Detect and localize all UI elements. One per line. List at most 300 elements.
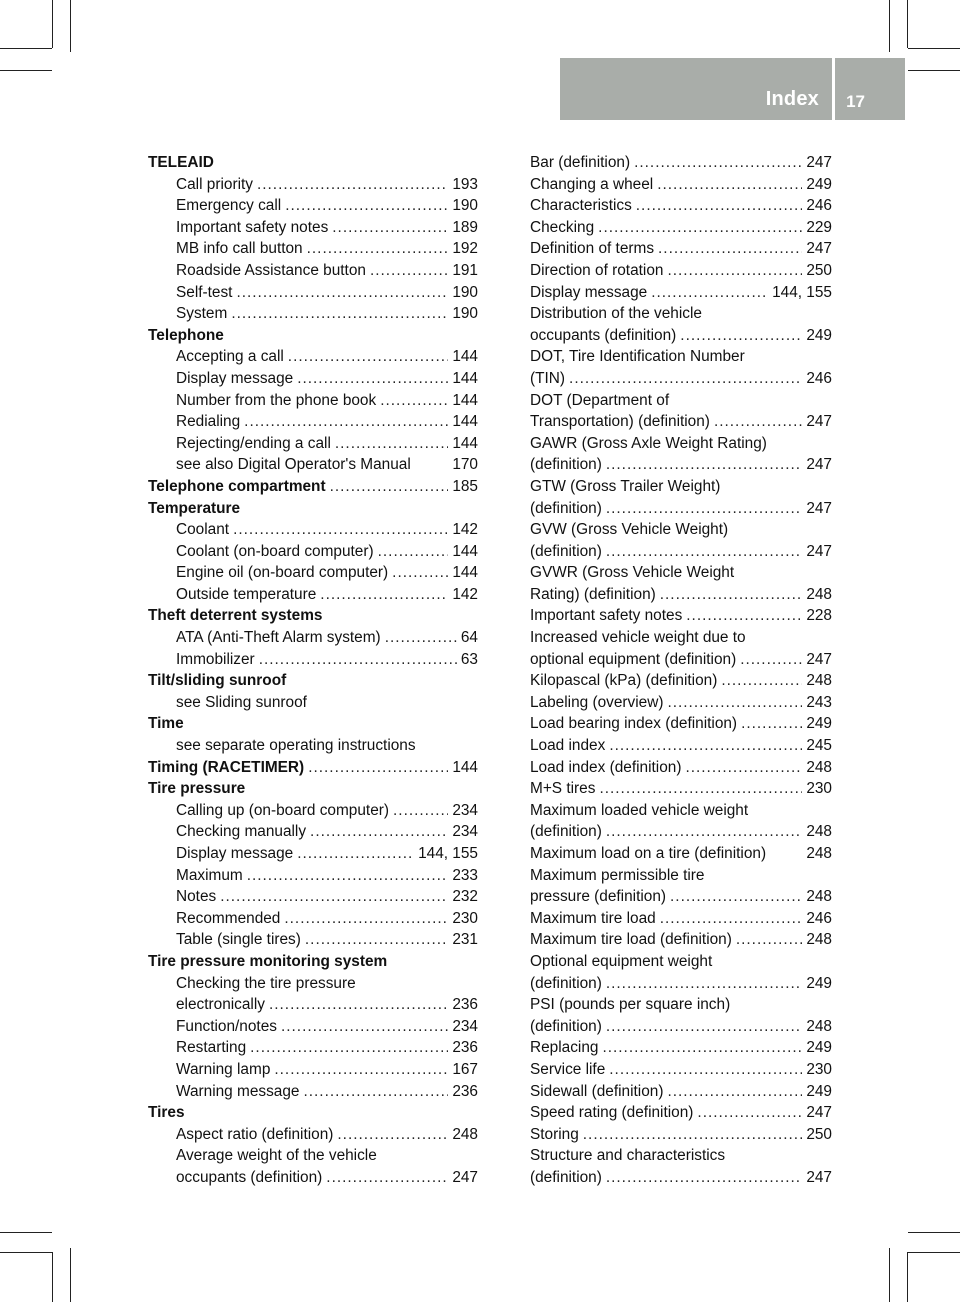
dot-leader	[285, 195, 448, 217]
entry-page: 185	[452, 477, 478, 495]
entry-page: 190	[452, 283, 478, 301]
crop-mark	[907, 0, 908, 48]
index-entry	[530, 498, 832, 520]
entry-label: occupants (definition)	[530, 326, 677, 344]
dot-leader	[326, 1167, 448, 1189]
dot-leader	[651, 282, 768, 304]
entry-page: 248	[806, 1017, 832, 1035]
index-entry	[530, 1081, 832, 1103]
crop-mark	[0, 1232, 52, 1233]
dot-leader	[337, 1124, 448, 1146]
index-entry	[530, 757, 832, 779]
entry-page: 248	[452, 1125, 478, 1143]
dot-leader	[274, 1059, 448, 1081]
entry-label: occupants (definition)	[176, 1168, 323, 1186]
index-entry	[148, 843, 478, 865]
entry-label: optional equipment (definition)	[530, 650, 737, 668]
entry-label: (TIN)	[530, 369, 566, 387]
entry-page: 249	[806, 974, 832, 992]
index-entry	[148, 821, 478, 843]
index-entry	[530, 282, 832, 304]
entry-label: Restarting	[176, 1039, 247, 1057]
index-entry	[530, 174, 832, 196]
dot-leader	[385, 627, 457, 649]
crop-mark	[70, 0, 71, 52]
index-continuation: see separate operating instructions	[176, 737, 416, 755]
entry-label: Accepting a call	[176, 348, 284, 366]
crop-mark	[908, 1252, 960, 1253]
index-entry	[530, 886, 832, 908]
index-entry	[530, 929, 832, 951]
entry-label: (definition)	[530, 499, 602, 517]
dot-leader	[244, 411, 448, 433]
dot-leader	[609, 735, 802, 757]
dot-leader	[393, 800, 448, 822]
index-continuation: Maximum permissible tire	[530, 866, 705, 884]
crop-mark	[908, 1232, 960, 1233]
dot-leader	[281, 1016, 448, 1038]
dot-leader	[257, 174, 448, 196]
entry-label: Transportation) (definition)	[530, 413, 710, 431]
index-continuation: GVW (Gross Vehicle Weight)	[530, 521, 729, 539]
entry-page: 189	[452, 218, 478, 236]
entry-page: 193	[452, 175, 478, 193]
dot-leader	[606, 541, 802, 563]
entry-page: 191	[452, 261, 478, 279]
index-entry	[148, 217, 478, 239]
entry-page: 247	[806, 154, 832, 171]
entry-page: 144, 155	[772, 283, 832, 301]
dot-leader	[606, 973, 802, 995]
dot-leader	[686, 605, 802, 627]
dot-leader	[247, 865, 449, 887]
entry-label: Direction of rotation	[530, 261, 664, 279]
dot-leader	[583, 1124, 803, 1146]
entry-label: pressure (definition)	[530, 888, 667, 906]
index-entry	[148, 562, 478, 584]
dot-leader	[740, 649, 802, 671]
index-entry	[148, 584, 478, 606]
entry-label: Immobilizer	[176, 650, 255, 668]
index-entry	[148, 303, 478, 325]
dot-leader	[680, 325, 802, 347]
entry-label: Rejecting/ending a call	[176, 434, 331, 452]
section-header	[560, 58, 905, 120]
dot-leader	[685, 757, 802, 779]
dot-leader	[606, 1016, 802, 1038]
dot-leader	[598, 217, 802, 239]
entry-page: 170	[452, 456, 478, 474]
entry-page: 236	[452, 1039, 478, 1057]
dot-leader	[599, 778, 802, 800]
index-entry	[530, 1016, 832, 1038]
entry-page: 248	[806, 672, 832, 690]
index-entry	[530, 454, 832, 476]
index-continuation: DOT (Department of	[530, 391, 670, 409]
entry-label: Roadside Assistance button	[176, 261, 366, 279]
entry-page: 144	[452, 369, 478, 387]
entry-label: Notes	[176, 888, 217, 906]
index-entry	[530, 778, 832, 800]
entry-label: Function/notes	[176, 1017, 277, 1035]
entry-label: Redialing	[176, 413, 241, 431]
entry-label: Labeling (overview)	[530, 693, 664, 711]
dot-leader	[370, 260, 448, 282]
index-entry	[530, 605, 832, 627]
dot-leader	[660, 584, 803, 606]
entry-page: 236	[452, 996, 478, 1014]
entry-page: 230	[806, 1060, 832, 1078]
entry-page: 236	[452, 1082, 478, 1100]
entry-label: Maximum	[176, 866, 243, 884]
entry-label: Changing a wheel	[530, 175, 654, 193]
index-entry	[148, 519, 478, 541]
entry-page: 247	[806, 542, 832, 560]
entry-page: 246	[806, 369, 832, 387]
header-divider	[832, 58, 835, 120]
entry-page: 248	[806, 931, 832, 949]
index-entry	[530, 325, 832, 347]
index-heading: Temperature	[148, 499, 241, 517]
index-entry	[148, 411, 478, 433]
dot-leader	[602, 1037, 802, 1059]
dot-leader	[667, 692, 802, 714]
dot-leader	[320, 584, 448, 606]
entry-label: Load bearing index (definition)	[530, 715, 738, 733]
entry-page: 144	[452, 758, 478, 776]
entry-label: Load index	[530, 737, 606, 755]
dot-leader	[657, 174, 802, 196]
index-continuation: GTW (Gross Trailer Weight)	[530, 477, 721, 495]
dot-leader	[269, 994, 448, 1016]
index-entry	[530, 649, 832, 671]
crop-mark	[907, 1252, 908, 1302]
index-entry	[530, 260, 832, 282]
entry-label: Self-test	[176, 283, 233, 301]
dot-leader	[721, 670, 802, 692]
index-entry	[148, 454, 478, 476]
entry-page: 249	[806, 326, 832, 344]
dot-leader	[250, 1037, 448, 1059]
dot-leader	[606, 498, 802, 520]
index-entry	[530, 152, 832, 174]
entry-page: 248	[806, 758, 832, 776]
index-entry	[148, 865, 478, 887]
index-entry	[148, 800, 478, 822]
index-entry	[530, 1124, 832, 1146]
index-entry	[148, 1037, 478, 1059]
entry-page: 234	[452, 1017, 478, 1035]
entry-label: Display message	[176, 369, 294, 387]
entry-page: 142	[452, 521, 478, 539]
entry-page: 190	[452, 305, 478, 323]
entry-label: Display message	[530, 283, 648, 301]
index-entry	[148, 195, 478, 217]
index-entry	[148, 1081, 478, 1103]
index-column-right	[530, 152, 832, 1189]
entry-page: 234	[452, 823, 478, 841]
entry-label: Kilopascal (kPa) (definition)	[530, 672, 718, 690]
index-continuation: Distribution of the vehicle	[530, 305, 702, 323]
entry-page: 250	[806, 1125, 832, 1143]
dot-leader	[606, 454, 802, 476]
index-entry	[148, 929, 478, 951]
entry-page: 249	[806, 175, 832, 193]
entry-page: 249	[806, 1082, 832, 1100]
entry-page: 247	[806, 456, 832, 474]
entry-page: 247	[806, 499, 832, 517]
entry-label: Table (single tires)	[176, 931, 301, 949]
dot-leader	[606, 1167, 802, 1189]
dot-leader	[670, 886, 802, 908]
entry-label: see also Digital Operator's Manual	[176, 456, 411, 474]
entry-label: Maximum load on a tire (definition)	[530, 845, 767, 862]
entry-page: 248	[806, 585, 832, 603]
index-entry	[530, 584, 832, 606]
index-heading: TELEAID	[148, 154, 214, 171]
section-title: Index	[765, 88, 819, 110]
dot-leader	[284, 908, 448, 930]
index-entry	[148, 1124, 478, 1146]
entry-label: Call priority	[176, 175, 253, 193]
index-continuation: Optional equipment weight	[530, 952, 713, 970]
index-entry	[148, 1016, 478, 1038]
index-entry	[530, 713, 832, 735]
entry-label: Telephone compartment	[148, 477, 326, 495]
entry-page: 247	[806, 1104, 832, 1122]
entry-label: Recommended	[176, 909, 281, 927]
entry-page: 247	[806, 1168, 832, 1186]
entry-page: 144	[452, 564, 478, 582]
entry-page: 144	[452, 391, 478, 409]
entry-label: Maximum tire load (definition)	[530, 931, 732, 949]
index-entry	[148, 368, 478, 390]
index-entry	[530, 411, 832, 433]
entry-label: Definition of terms	[530, 240, 655, 258]
entry-page: 192	[452, 240, 478, 258]
entry-page: 63	[460, 650, 478, 668]
entry-label: MB info call button	[176, 240, 303, 258]
index-continuation: PSI (pounds per square inch)	[530, 996, 731, 1014]
entry-page: 190	[452, 197, 478, 215]
entry-page: 144, 155	[418, 845, 478, 862]
index-entry	[148, 541, 478, 563]
index-entry	[530, 1059, 832, 1081]
entry-label: Checking manually	[176, 823, 307, 841]
index-entry	[530, 195, 832, 217]
crop-mark	[52, 0, 53, 48]
index-entry	[148, 886, 478, 908]
index-continuation: Structure and characteristics	[530, 1147, 726, 1165]
dot-leader	[297, 843, 414, 865]
index-entry	[148, 238, 478, 260]
dot-leader	[310, 821, 448, 843]
dot-leader	[233, 519, 448, 541]
entry-label: (definition)	[530, 1168, 602, 1186]
entry-page: 249	[806, 715, 832, 733]
index-entry	[530, 735, 832, 757]
dot-leader	[609, 1059, 802, 1081]
index-entry	[530, 541, 832, 563]
dot-leader	[307, 238, 449, 260]
crop-mark	[908, 70, 960, 71]
entry-label: Load index (definition)	[530, 758, 682, 776]
entry-label: Checking	[530, 218, 595, 236]
index-entry	[530, 368, 832, 390]
index-entry	[148, 282, 478, 304]
entry-label: M+S tires	[530, 780, 596, 798]
index-heading: Tilt/sliding sunroof	[148, 672, 287, 690]
dot-leader	[667, 260, 802, 282]
entry-page: 247	[452, 1168, 478, 1186]
dot-leader	[297, 368, 448, 390]
entry-page: 64	[460, 629, 478, 647]
entry-page: 248	[806, 888, 832, 906]
index-entry	[530, 692, 832, 714]
entry-label: ATA (Anti-Theft Alarm system)	[176, 629, 381, 647]
index-heading: Theft deterrent systems	[148, 607, 323, 625]
index-heading: Tire pressure	[148, 780, 246, 798]
dot-leader	[714, 411, 802, 433]
entry-label: Outside temperature	[176, 585, 317, 603]
index-entry	[530, 973, 832, 995]
entry-label: electronically	[176, 996, 265, 1014]
index-continuation: Increased vehicle weight due to	[530, 629, 746, 647]
dot-leader	[305, 929, 448, 951]
index-heading: Tire pressure monitoring system	[148, 952, 388, 970]
entry-page: 228	[806, 607, 832, 625]
entry-label: Warning lamp	[176, 1060, 271, 1078]
entry-page: 250	[806, 261, 832, 279]
entry-label: Service life	[530, 1060, 606, 1078]
entry-page: 234	[452, 801, 478, 819]
entry-label: Timing (RACETIMER)	[148, 758, 305, 776]
dot-leader	[288, 346, 449, 368]
index-entry	[148, 476, 478, 498]
index-entry	[148, 390, 478, 412]
crop-mark	[0, 48, 52, 49]
entry-page: 144	[452, 542, 478, 560]
index-entry	[148, 260, 478, 282]
entry-label: Aspect ratio (definition)	[176, 1125, 334, 1143]
entry-page: 248	[806, 845, 832, 862]
entry-label: (definition)	[530, 456, 602, 474]
entry-label: Sidewall (definition)	[530, 1082, 664, 1100]
index-entry	[148, 174, 478, 196]
index-entry	[530, 1102, 832, 1124]
entry-label: Number from the phone book	[176, 391, 377, 409]
entry-label: Engine oil (on-board computer)	[176, 564, 389, 582]
index-entry	[148, 649, 478, 671]
crop-mark	[0, 70, 52, 71]
dot-leader	[736, 929, 802, 951]
entry-label: System	[176, 305, 228, 323]
index-heading: Telephone	[148, 326, 224, 344]
entry-label: Bar (definition)	[530, 154, 631, 171]
entry-page: 243	[806, 693, 832, 711]
crop-mark	[70, 1248, 71, 1302]
entry-label: (definition)	[530, 823, 602, 841]
crop-mark	[889, 1248, 890, 1302]
index-entry	[530, 238, 832, 260]
index-continuation: GVWR (Gross Vehicle Weight	[530, 564, 735, 582]
index-continuation: DOT, Tire Identification Number	[530, 348, 745, 366]
entry-label: Speed rating (definition)	[530, 1104, 694, 1122]
entry-label: Important safety notes	[530, 607, 683, 625]
dot-leader	[308, 757, 448, 779]
entry-page: 232	[452, 888, 478, 906]
dot-leader	[330, 476, 449, 498]
dot-leader	[697, 1102, 802, 1124]
entry-page: 245	[806, 737, 832, 755]
entry-label: Rating) (definition)	[530, 585, 656, 603]
dot-leader	[606, 821, 802, 843]
entry-label: Maximum tire load	[530, 909, 656, 927]
index-continuation: Average weight of the vehicle	[176, 1147, 377, 1165]
dot-leader	[335, 433, 448, 455]
index-entry	[530, 217, 832, 239]
dot-leader	[231, 303, 448, 325]
crop-mark	[52, 1252, 53, 1302]
entry-page: 247	[806, 413, 832, 431]
entry-label: Characteristics	[530, 197, 632, 215]
entry-page: 249	[806, 1039, 832, 1057]
entry-page: 144	[452, 413, 478, 431]
entry-label: Calling up (on-board computer)	[176, 801, 390, 819]
index-continuation: Checking the tire pressure	[176, 974, 356, 992]
dot-leader	[660, 908, 803, 930]
crop-mark	[908, 48, 960, 49]
index-entry	[530, 908, 832, 930]
dot-leader	[658, 238, 802, 260]
dot-leader	[569, 368, 802, 390]
entry-page: 142	[452, 585, 478, 603]
entry-label: Coolant	[176, 521, 230, 539]
dot-leader	[667, 1081, 802, 1103]
crop-mark	[889, 0, 890, 52]
entry-label: (definition)	[530, 542, 602, 560]
index-entry	[530, 670, 832, 692]
entry-page: 246	[806, 909, 832, 927]
dot-leader	[378, 541, 449, 563]
entry-label: Coolant (on-board computer)	[176, 542, 374, 560]
index-continuation: Maximum loaded vehicle weight	[530, 801, 749, 819]
entry-label: Emergency call	[176, 197, 282, 215]
dot-leader	[236, 282, 448, 304]
entry-label: Display message	[176, 845, 294, 862]
entry-page: 233	[452, 866, 478, 884]
index-entry	[148, 1059, 478, 1081]
entry-page: 230	[452, 909, 478, 927]
index-entry	[148, 757, 478, 779]
index-entry	[530, 821, 832, 843]
entry-page: 246	[806, 197, 832, 215]
index-heading: Time	[148, 715, 184, 733]
dot-leader	[392, 562, 448, 584]
index-heading: Tires	[148, 1104, 185, 1122]
index-entry	[148, 346, 478, 368]
entry-page: 144	[452, 434, 478, 452]
entry-label: Storing	[530, 1125, 579, 1143]
entry-label: (definition)	[530, 1017, 602, 1035]
index-entry	[148, 1167, 478, 1189]
dot-leader	[303, 1081, 448, 1103]
index-entry	[530, 1167, 832, 1189]
entry-page: 247	[806, 650, 832, 668]
dot-leader	[259, 649, 457, 671]
entry-page: 229	[806, 218, 832, 236]
dot-leader	[636, 195, 803, 217]
